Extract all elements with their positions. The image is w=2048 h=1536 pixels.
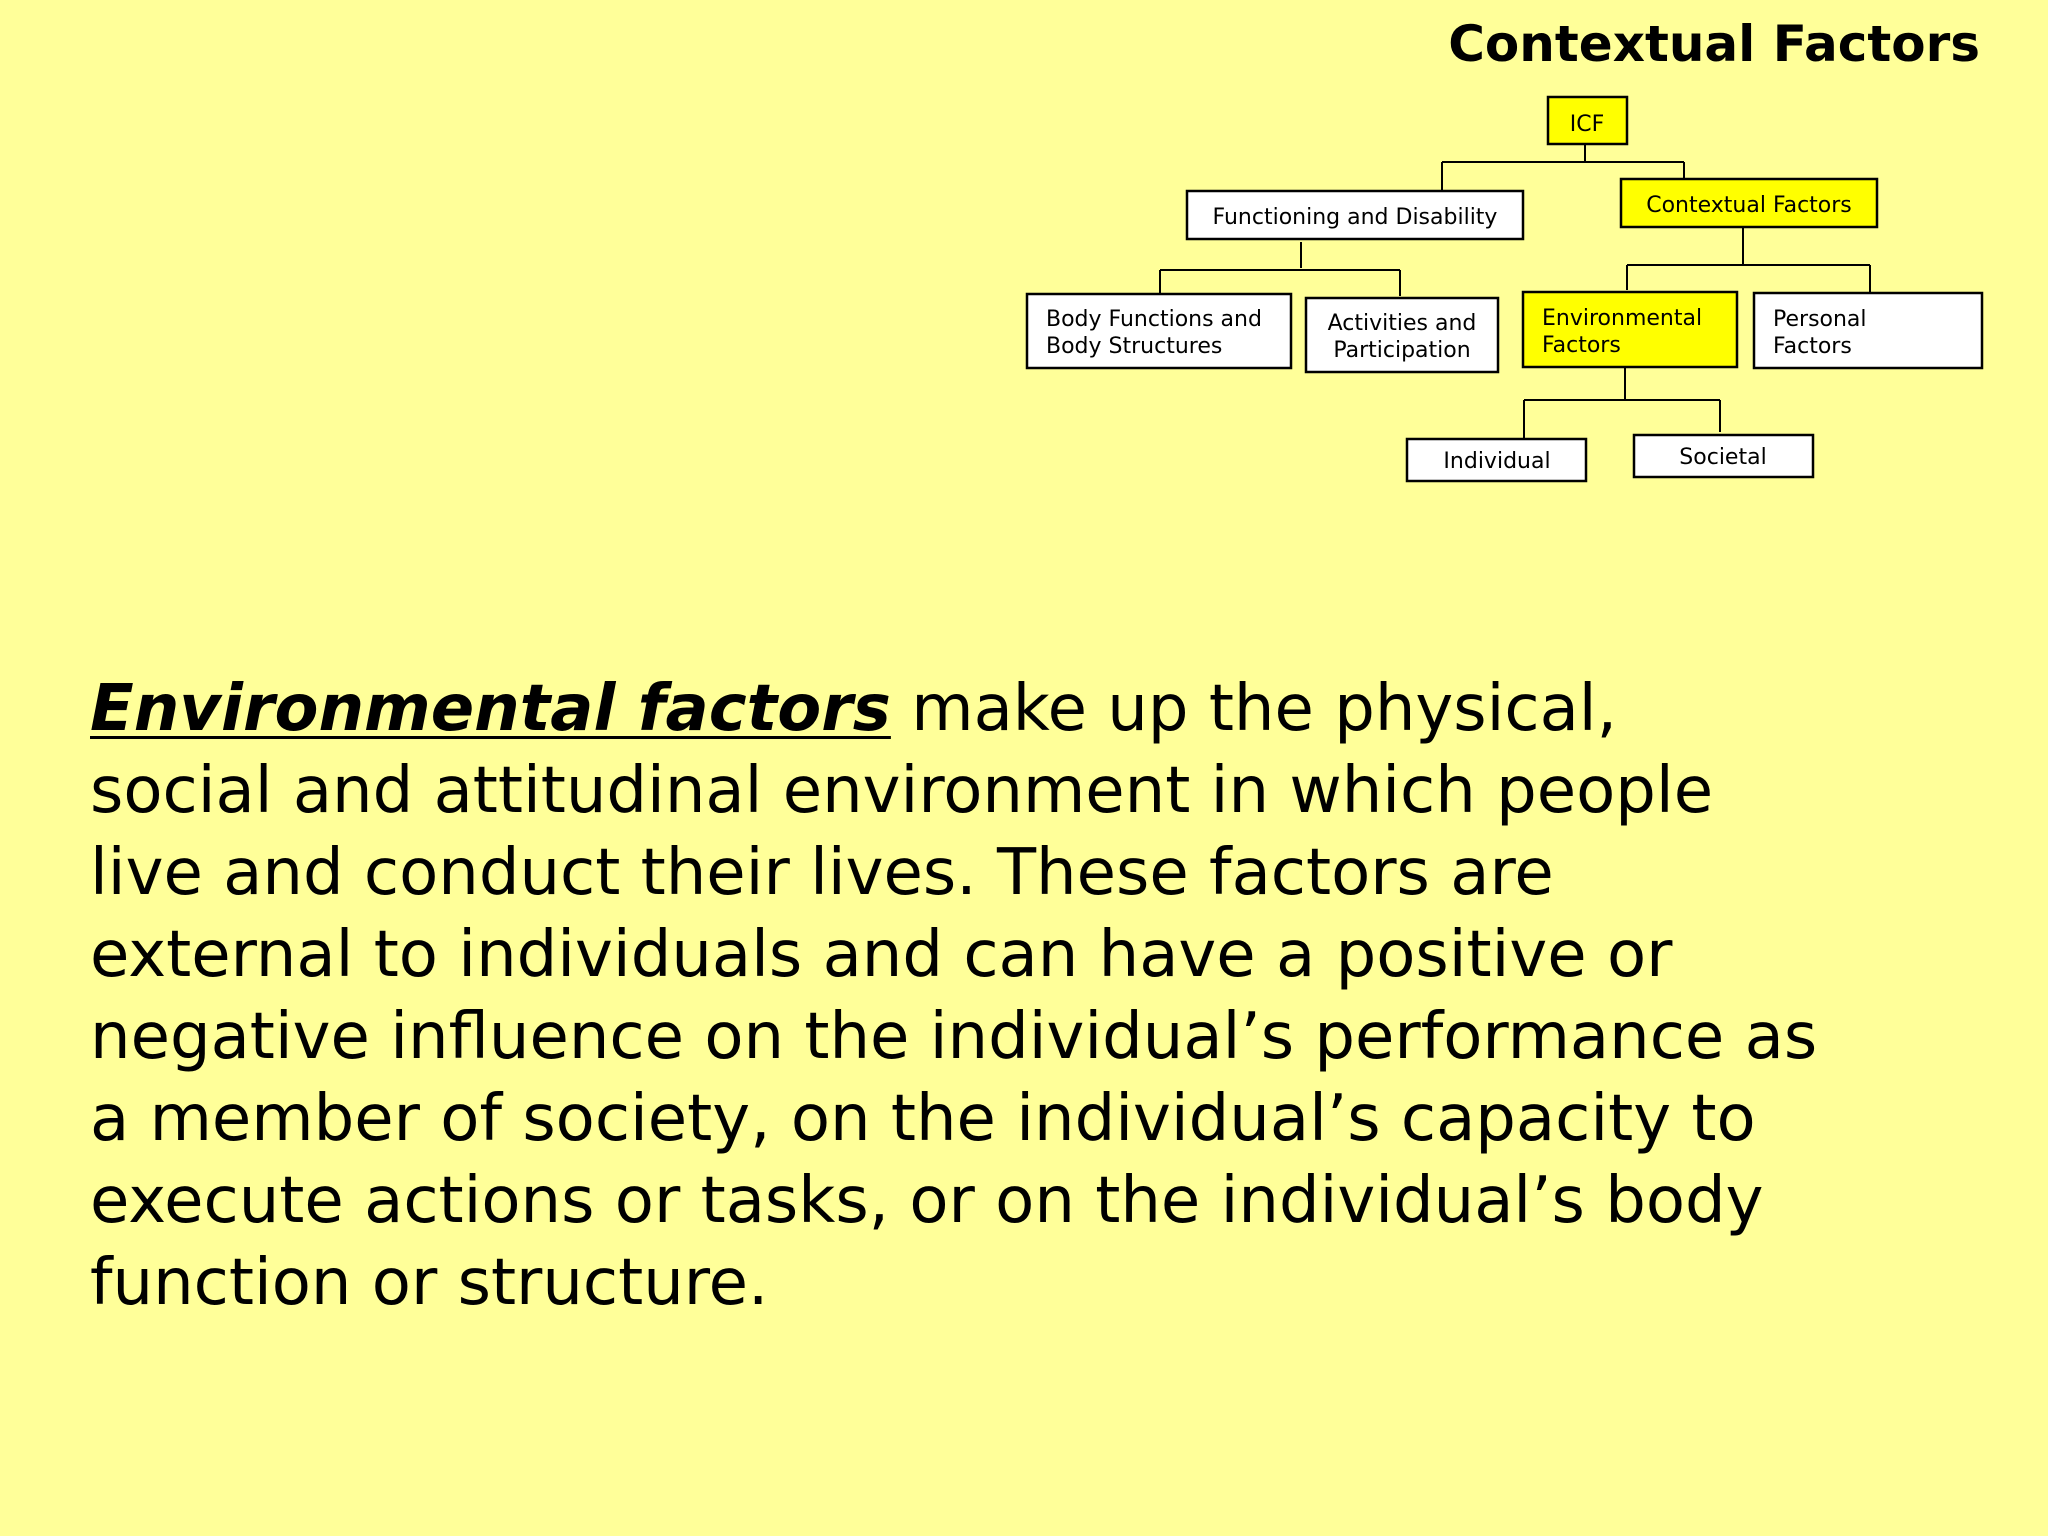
body-line: a member of society, on the individual’s capacity to <box>90 1082 1756 1156</box>
node-activities-and-participation <box>1306 298 1498 372</box>
node-label <box>1679 445 1766 470</box>
body-line: negative influence on the individual’s performance as <box>90 1000 1818 1074</box>
body-line: social and attitudinal environment in which people <box>90 754 1714 828</box>
node-personal-factors <box>1754 293 1982 368</box>
node-label <box>1443 449 1550 474</box>
node-label-line: Environmental <box>1542 306 1703 331</box>
node-label <box>1213 205 1498 230</box>
environmental-factors-definition <box>90 668 1990 1324</box>
slide-title: Contextual Factors <box>1448 15 1980 73</box>
node-label-line: ICF <box>1569 112 1605 137</box>
node-societal <box>1634 435 1813 477</box>
defined-term: Environmental factors <box>90 672 891 746</box>
node-environmental-factors <box>1523 292 1737 367</box>
node-label <box>1570 112 1605 137</box>
body-line: live and conduct their lives. These factors are <box>90 836 1554 910</box>
node-body-functions <box>1027 294 1291 368</box>
node-label-line: Contextual Factors <box>1646 193 1852 218</box>
node-label-line: Body Functions and <box>1046 307 1262 332</box>
body-line <box>90 668 1990 750</box>
node-label-line: Personal <box>1773 307 1867 332</box>
connector-environmental <box>1524 366 1720 438</box>
node-label <box>1646 193 1852 218</box>
node-contextual-factors <box>1621 179 1877 227</box>
body-line: external to individuals and can have a positive or <box>90 918 1673 992</box>
connector-functioning <box>1160 242 1400 296</box>
node-individual <box>1407 439 1586 481</box>
body-line: execute actions or tasks, or on the individual’s body <box>90 1164 1764 1238</box>
node-label-line: Factors <box>1773 334 1852 359</box>
node-label-line: Individual <box>1443 449 1551 474</box>
icf-hierarchy-diagram <box>0 0 2048 520</box>
node-label-line: Body Structures <box>1046 334 1223 359</box>
body-line: function or structure. <box>90 1246 769 1320</box>
connector-contextual <box>1627 228 1870 296</box>
node-label-line: Factors <box>1542 333 1621 358</box>
node-label-line: Participation <box>1333 338 1471 363</box>
node-label-line: Activities and <box>1327 311 1477 336</box>
node-label-line: Functioning and Disability <box>1212 205 1498 230</box>
node-functioning-and-disability <box>1187 191 1523 239</box>
node-label-line: Societal <box>1679 445 1767 470</box>
body-line-rest: make up the physical, <box>890 672 1617 746</box>
node-icf <box>1548 97 1627 144</box>
